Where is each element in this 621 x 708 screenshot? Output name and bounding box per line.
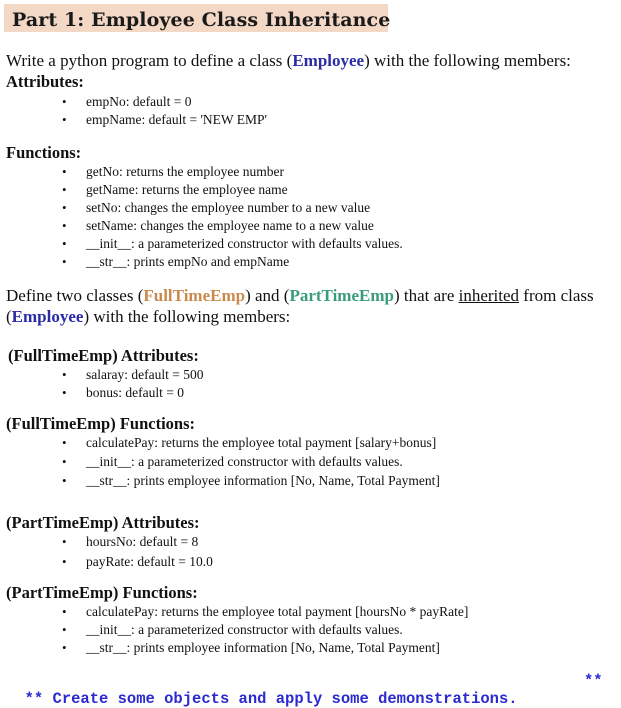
bullet-icon: • [62,367,67,382]
bullet-icon: • [62,112,67,127]
define-paragraph-line1: Define two classes (FullTimeEmp) and (PartTimeEmp) that are inherited from class [6,286,594,305]
footer-end-stars: ** [584,672,603,690]
intro-text-after: ) with the following members: [364,51,571,70]
employee-class-name: Employee [11,307,84,326]
bullet-icon: • [62,454,67,469]
inherited-underlined: inherited [458,286,520,305]
footer-text: ** Create some objects and apply some demonstrations. [24,690,518,708]
fulltime-functions-heading: (FullTimeEmp) Functions: [6,414,196,433]
bullet-icon: • [62,640,67,655]
page-title: Part 1: Employee Class Inheritance [12,9,391,31]
bullet-icon: • [62,435,67,450]
intro-paragraph [6,50,571,71]
parttime-class-name: PartTimeEmp [289,286,394,305]
bullet-icon: • [62,534,67,549]
parttime-functions-heading: (PartTimeEmp) Functions: [6,583,198,602]
footer-instruction [6,672,603,708]
bullet-icon: • [62,473,67,488]
bullet-icon: • [62,94,67,109]
employee-class-name: Employee [292,51,365,70]
parttime-attributes-heading: (PartTimeEmp) Attributes: [6,513,200,532]
bullet-icon: • [62,164,67,179]
attributes-heading: Attributes: [6,72,84,91]
bullet-icon: • [62,218,67,233]
define-paragraph-line2: (Employee) with the following members: [6,307,291,326]
bullet-icon: • [62,200,67,215]
fulltime-class-name: FullTimeEmp [143,286,246,305]
fulltime-attributes-heading: (FullTimeEmp) Attributes: [8,346,199,365]
functions-heading: Functions: [6,143,82,162]
bullet-icon: • [62,554,67,569]
bullet-icon: • [62,254,67,269]
title-banner [4,4,391,32]
bullet-icon: • [62,622,67,637]
bullet-icon: • [62,604,67,619]
bullet-icon: • [62,236,67,251]
bullet-icon: • [62,385,67,400]
bullet-icon: • [62,182,67,197]
intro-text-before: Write a python program to define a class ( [6,51,293,70]
